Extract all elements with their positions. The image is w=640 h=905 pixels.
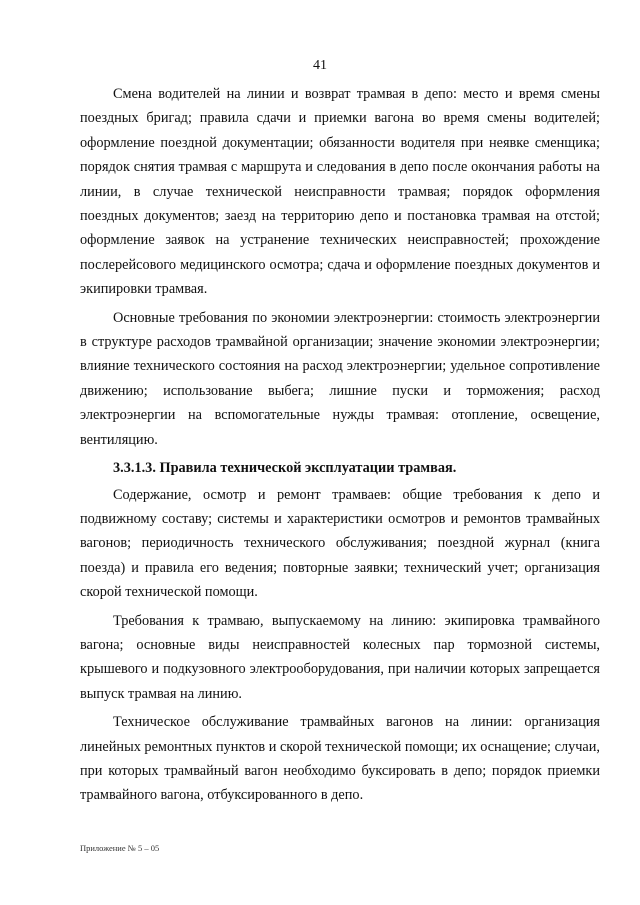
paragraph-line-requirements: Требования к трамваю, выпускаемому на линию: экипировка трамвайного вагона; основные виды неисправностей колесных пар тормозной системы, крышевого и подкузовного электрооборудования, при наличии которых запрещается выпуск трамвая на линию.	[80, 612, 600, 702]
paragraph-maintenance: Содержание, осмотр и ремонт трамваев: общие требования к депо и подвижному составу; системы и характеристики осмотров и ремонтов трамвайных вагонов; периодичность технического обслуживания; поездной журнал (книга поезда) и правила его ведения; повторные заявки; технический учет; организация скорой технической помощи.	[80, 486, 600, 601]
paragraph-energy-saving: Основные требования по экономии электроэнергии: стоимость электроэнергии в структуре расходов трамвайной организации; значение экономии электроэнергии; влияние технического состояния на расход электроэнергии; удельное сопротивление движению; использование выбега; лишние пуски и торможения; расход электроэнергии на вспомогательные нужды трамвая: отопление, освещение, вентиляцию.	[80, 309, 600, 448]
paragraph-line-service: Техническое обслуживание трамвайных вагонов на линии: организация линейных ремонтных пунктов и скорой технической помощи; их оснащение; случаи, при которых трамвайный вагон необходимо буксировать в депо; порядок приемки трамвайного вагона, отбуксированного в депо.	[80, 714, 600, 804]
footer-note: Приложение № 5 – 05	[80, 843, 160, 853]
paragraph-driver-shift-change: Смена водителей на линии и возврат трамвая в депо: место и время смены поездных бригад; правила сдачи и приемки вагона во время смены водителей; оформление поездной документации; обязанности водителя при неявке сменщика; порядок снятия трамвая с маршрута и следования в депо после окончания работы на линии, в случае технической неисправности трамвая; порядок оформления поездных документов; заезд на территорию депо и постановка трамвая на отстой; оформление заявок на устранение технических неисправностей; прохождение послерейсового медицинского осмотра; сдача и оформление поездных документов и экипировки трамвая.	[80, 86, 600, 298]
section-heading: 3.3.1.3. Правила технической эксплуатации трамвая.	[113, 460, 457, 477]
document-body	[80, 82, 600, 808]
page-number: 41	[313, 58, 327, 73]
